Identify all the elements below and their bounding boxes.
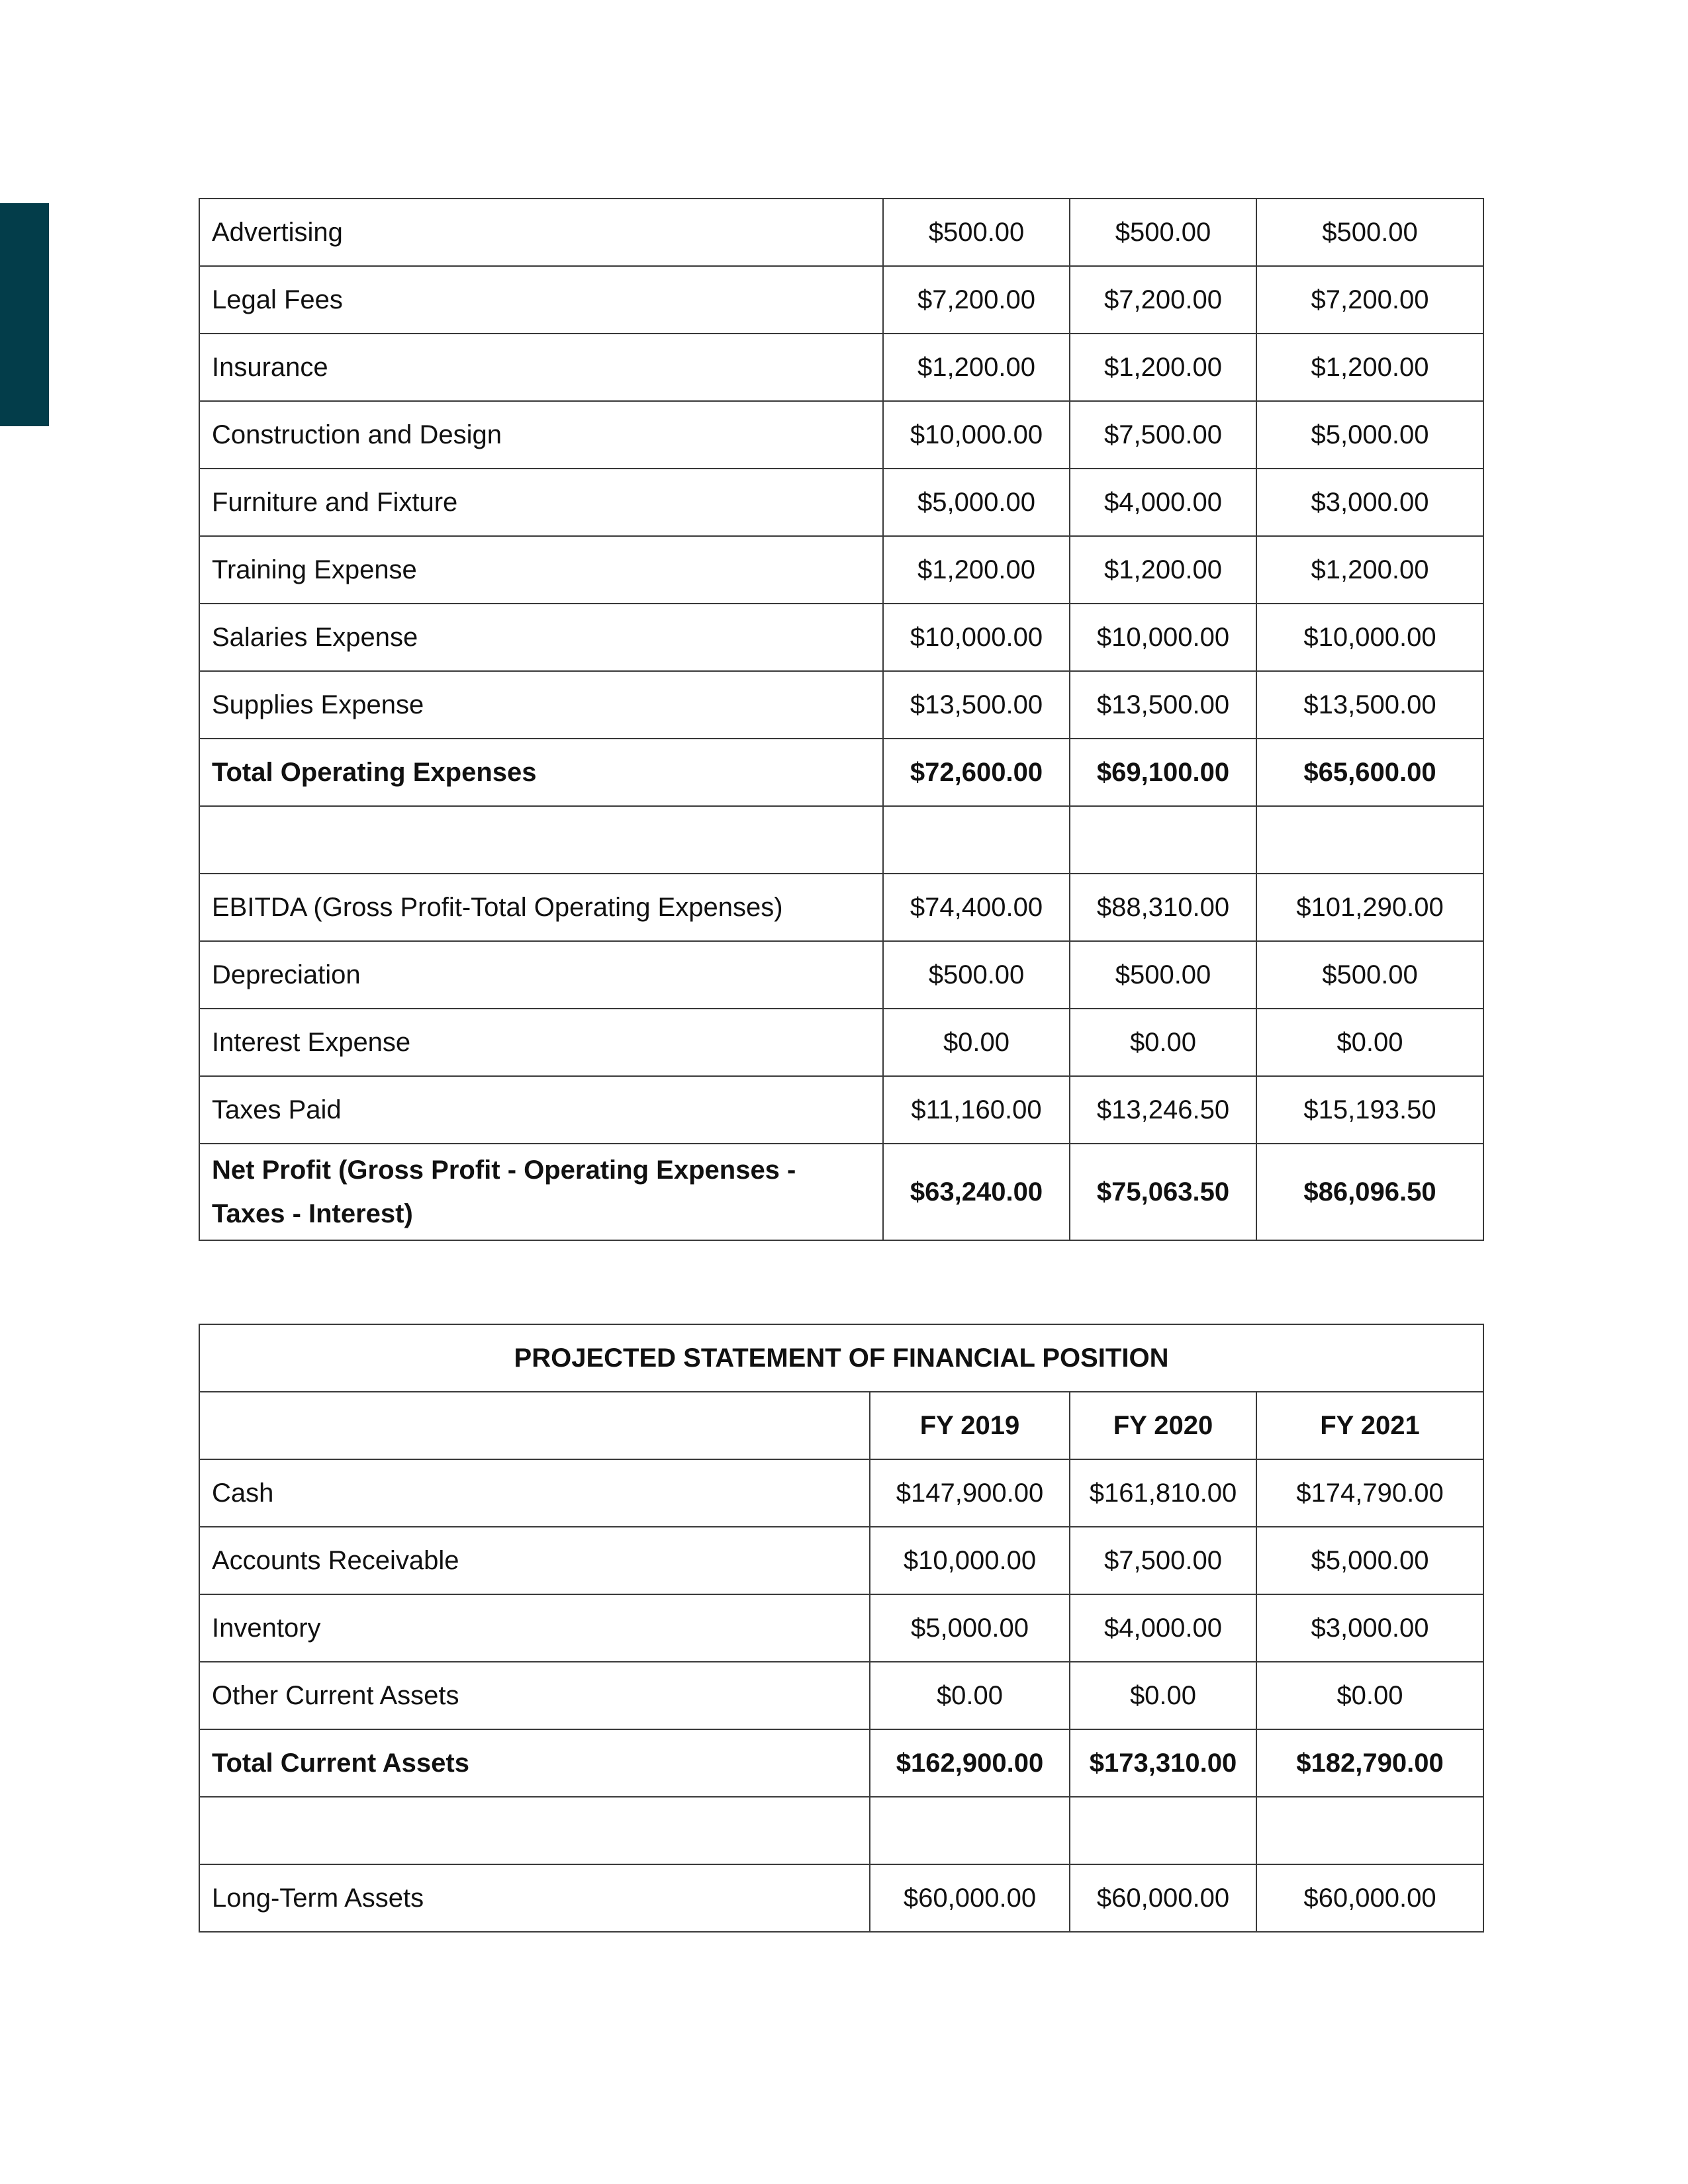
value-cell: $147,900.00 bbox=[870, 1459, 1070, 1527]
income-statement-table bbox=[199, 198, 1484, 1241]
value-cell: $7,200.00 bbox=[1256, 266, 1483, 334]
row-label: Depreciation bbox=[199, 941, 883, 1009]
net-profit-row bbox=[199, 1144, 1483, 1240]
table-row bbox=[199, 1009, 1483, 1076]
table-row bbox=[199, 401, 1483, 469]
table-row bbox=[199, 941, 1483, 1009]
row-label: Taxes Paid bbox=[199, 1076, 883, 1144]
value-cell: $13,246.50 bbox=[1070, 1076, 1256, 1144]
side-accent-tab bbox=[0, 203, 49, 426]
value-cell: $11,160.00 bbox=[883, 1076, 1070, 1144]
value-cell: $10,000.00 bbox=[883, 604, 1070, 671]
value-cell: $0.00 bbox=[1256, 1009, 1483, 1076]
row-label: Total Operating Expenses bbox=[199, 739, 883, 806]
row-label: Construction and Design bbox=[199, 401, 883, 469]
value-cell: $3,000.00 bbox=[1256, 1594, 1483, 1662]
table-row bbox=[199, 266, 1483, 334]
value-cell: $88,310.00 bbox=[1070, 874, 1256, 941]
table-title-row bbox=[199, 1324, 1483, 1392]
financial-position-table bbox=[199, 1324, 1484, 1933]
value-cell: $1,200.00 bbox=[1070, 536, 1256, 604]
row-label: Interest Expense bbox=[199, 1009, 883, 1076]
value-cell: $7,500.00 bbox=[1070, 1527, 1256, 1594]
total-row bbox=[199, 1729, 1483, 1797]
value-cell: $10,000.00 bbox=[870, 1527, 1070, 1594]
value-cell bbox=[1070, 806, 1256, 874]
header-row bbox=[199, 1392, 1483, 1459]
value-cell: $15,193.50 bbox=[1256, 1076, 1483, 1144]
value-cell: $7,200.00 bbox=[883, 266, 1070, 334]
table-title: PROJECTED STATEMENT OF FINANCIAL POSITION bbox=[199, 1324, 1483, 1392]
table-row bbox=[199, 671, 1483, 739]
value-cell: $1,200.00 bbox=[1070, 334, 1256, 401]
value-cell: $162,900.00 bbox=[870, 1729, 1070, 1797]
value-cell: $3,000.00 bbox=[1256, 469, 1483, 536]
value-cell: $10,000.00 bbox=[883, 401, 1070, 469]
value-cell: $0.00 bbox=[1256, 1662, 1483, 1729]
value-cell: $161,810.00 bbox=[1070, 1459, 1256, 1527]
empty-row bbox=[199, 806, 1483, 874]
value-cell: $13,500.00 bbox=[1070, 671, 1256, 739]
row-label: Supplies Expense bbox=[199, 671, 883, 739]
empty-row bbox=[199, 1797, 1483, 1864]
value-cell: $1,200.00 bbox=[883, 536, 1070, 604]
value-cell: $60,000.00 bbox=[870, 1864, 1070, 1932]
row-label: Other Current Assets bbox=[199, 1662, 870, 1729]
value-cell: $69,100.00 bbox=[1070, 739, 1256, 806]
table-row bbox=[199, 536, 1483, 604]
table-row bbox=[199, 1076, 1483, 1144]
table-row bbox=[199, 604, 1483, 671]
value-cell: $60,000.00 bbox=[1256, 1864, 1483, 1932]
row-label: Net Profit (Gross Profit - Operating Expenses - Taxes - Interest) bbox=[199, 1144, 883, 1240]
value-cell: $13,500.00 bbox=[1256, 671, 1483, 739]
table-row bbox=[199, 874, 1483, 941]
table-row bbox=[199, 199, 1483, 266]
row-label: Long-Term Assets bbox=[199, 1864, 870, 1932]
value-cell: $1,200.00 bbox=[1256, 536, 1483, 604]
column-header-fy2020: FY 2020 bbox=[1070, 1392, 1256, 1459]
value-cell: $0.00 bbox=[1070, 1009, 1256, 1076]
value-cell: $101,290.00 bbox=[1256, 874, 1483, 941]
value-cell: $5,000.00 bbox=[870, 1594, 1070, 1662]
value-cell: $500.00 bbox=[1070, 199, 1256, 266]
table-row bbox=[199, 1527, 1483, 1594]
value-cell: $500.00 bbox=[1256, 941, 1483, 1009]
row-label: Total Current Assets bbox=[199, 1729, 870, 1797]
column-header-fy2021: FY 2021 bbox=[1256, 1392, 1483, 1459]
value-cell: $4,000.00 bbox=[1070, 1594, 1256, 1662]
table-row bbox=[199, 334, 1483, 401]
value-cell: $13,500.00 bbox=[883, 671, 1070, 739]
value-cell: $72,600.00 bbox=[883, 739, 1070, 806]
value-cell: $4,000.00 bbox=[1070, 469, 1256, 536]
value-cell bbox=[1256, 1797, 1483, 1864]
value-cell: $7,500.00 bbox=[1070, 401, 1256, 469]
value-cell: $7,200.00 bbox=[1070, 266, 1256, 334]
value-cell: $5,000.00 bbox=[1256, 1527, 1483, 1594]
value-cell bbox=[883, 806, 1070, 874]
row-label bbox=[199, 806, 883, 874]
column-header bbox=[199, 1392, 870, 1459]
value-cell bbox=[870, 1797, 1070, 1864]
row-label: Inventory bbox=[199, 1594, 870, 1662]
value-cell: $0.00 bbox=[870, 1662, 1070, 1729]
row-label: Accounts Receivable bbox=[199, 1527, 870, 1594]
value-cell: $0.00 bbox=[883, 1009, 1070, 1076]
value-cell: $1,200.00 bbox=[1256, 334, 1483, 401]
row-label bbox=[199, 1797, 870, 1864]
value-cell: $10,000.00 bbox=[1256, 604, 1483, 671]
value-cell: $5,000.00 bbox=[883, 469, 1070, 536]
row-label: Insurance bbox=[199, 334, 883, 401]
row-label: Salaries Expense bbox=[199, 604, 883, 671]
value-cell: $74,400.00 bbox=[883, 874, 1070, 941]
value-cell: $60,000.00 bbox=[1070, 1864, 1256, 1932]
value-cell: $500.00 bbox=[1070, 941, 1256, 1009]
table-row bbox=[199, 1662, 1483, 1729]
row-label: Advertising bbox=[199, 199, 883, 266]
row-label: Cash bbox=[199, 1459, 870, 1527]
total-row bbox=[199, 739, 1483, 806]
value-cell: $182,790.00 bbox=[1256, 1729, 1483, 1797]
value-cell: $63,240.00 bbox=[883, 1144, 1070, 1240]
value-cell: $5,000.00 bbox=[1256, 401, 1483, 469]
value-cell bbox=[1256, 806, 1483, 874]
value-cell: $500.00 bbox=[883, 199, 1070, 266]
table-row bbox=[199, 469, 1483, 536]
value-cell: $10,000.00 bbox=[1070, 604, 1256, 671]
value-cell: $75,063.50 bbox=[1070, 1144, 1256, 1240]
value-cell: $86,096.50 bbox=[1256, 1144, 1483, 1240]
row-label: Training Expense bbox=[199, 536, 883, 604]
value-cell: $500.00 bbox=[883, 941, 1070, 1009]
value-cell: $65,600.00 bbox=[1256, 739, 1483, 806]
table-row bbox=[199, 1864, 1483, 1932]
value-cell: $0.00 bbox=[1070, 1662, 1256, 1729]
column-header-fy2019: FY 2019 bbox=[870, 1392, 1070, 1459]
row-label: EBITDA (Gross Profit-Total Operating Expenses) bbox=[199, 874, 883, 941]
value-cell: $174,790.00 bbox=[1256, 1459, 1483, 1527]
value-cell: $1,200.00 bbox=[883, 334, 1070, 401]
row-label: Furniture and Fixture bbox=[199, 469, 883, 536]
table-row bbox=[199, 1594, 1483, 1662]
table-row bbox=[199, 1459, 1483, 1527]
value-cell bbox=[1070, 1797, 1256, 1864]
value-cell: $173,310.00 bbox=[1070, 1729, 1256, 1797]
value-cell: $500.00 bbox=[1256, 199, 1483, 266]
row-label: Legal Fees bbox=[199, 266, 883, 334]
